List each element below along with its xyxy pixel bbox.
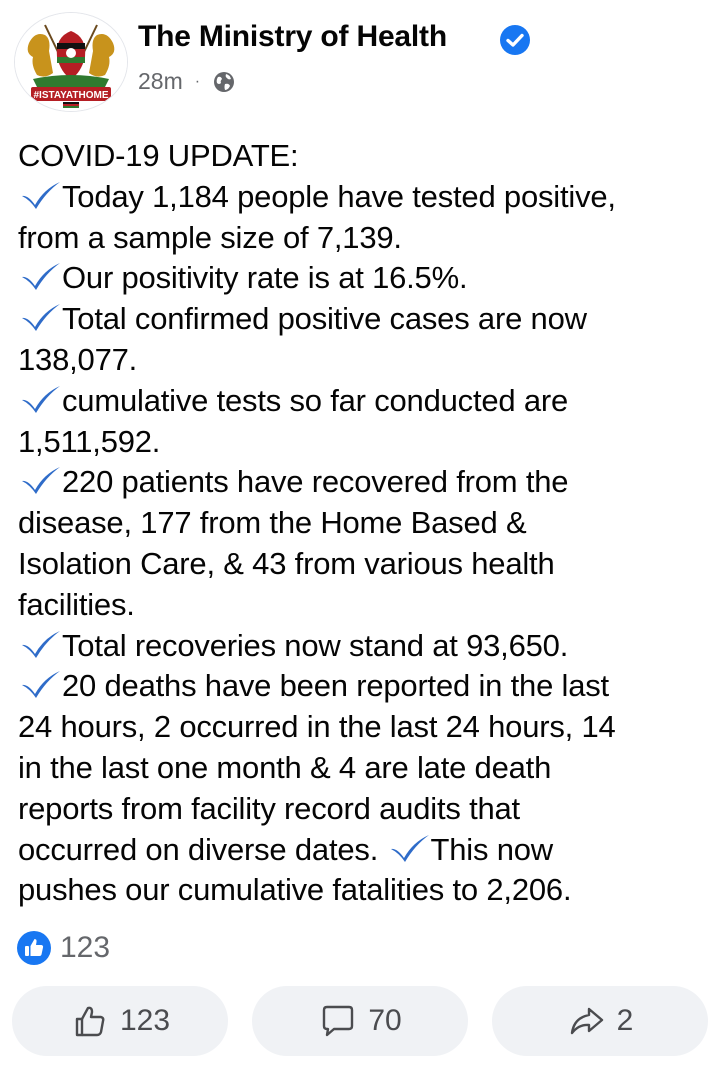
post-text-line [18, 789, 708, 830]
check-mark-icon [18, 465, 62, 495]
post-text-segment: 20 deaths have been reported in the last [62, 668, 609, 704]
page-avatar[interactable] [14, 12, 128, 112]
reaction-count: 123 [60, 931, 111, 964]
post-text-line [18, 707, 708, 748]
share-arrow-icon [567, 1001, 607, 1041]
post-text-line [18, 544, 708, 585]
post-text-segment: Total confirmed positive cases are now [62, 301, 587, 337]
post-text-line [18, 585, 708, 626]
post-text-segment: in the last one month & 4 are late death [18, 749, 552, 785]
comment-bubble-icon [318, 1001, 358, 1041]
post-text-segment: COVID-19 UPDATE: [18, 138, 299, 173]
post-text-segment: cumulative tests so far conducted are [62, 382, 569, 418]
share-count: 2 [616, 1004, 634, 1037]
post-text-line [18, 830, 708, 871]
post-text [18, 136, 708, 911]
post-text-segment: 220 patients have recovered from the [62, 464, 569, 500]
globe-icon [212, 70, 236, 94]
post-text-segment: disease, 177 from the Home Based & [18, 505, 527, 541]
share-button[interactable] [492, 986, 708, 1056]
post-text-segment: facilities. [18, 586, 135, 622]
post-text-line [18, 340, 708, 381]
check-mark-icon [18, 669, 62, 699]
post-text-line [18, 626, 708, 667]
post-text-segment: reports from facility record audits that [18, 790, 520, 826]
like-button[interactable] [12, 986, 228, 1056]
post-text-segment: Total recoveries now stand at 93,650. [62, 627, 569, 663]
post-text-segment: 1,511,592. [18, 423, 161, 459]
thumbs-up-icon [70, 1001, 110, 1041]
like-badge-icon [16, 930, 52, 966]
check-mark-icon [387, 833, 431, 863]
post-text-segment: 24 hours, 2 occurred in the last 24 hours, 14 [18, 709, 616, 745]
comment-button[interactable] [252, 986, 468, 1056]
post-text-segment: occurred on diverse dates. [18, 831, 387, 867]
post-text-line [18, 381, 708, 422]
post-text-line [18, 748, 708, 789]
post-time[interactable]: 28m [138, 68, 183, 94]
meta-separator: · [194, 72, 201, 90]
check-mark-icon [18, 261, 62, 291]
post-text-line [18, 462, 708, 503]
verified-badge-icon [499, 24, 531, 56]
post-header [14, 10, 714, 110]
post-text-line [18, 177, 708, 218]
post-text-line [18, 258, 708, 299]
post-text-segment: This now [430, 831, 553, 867]
reactions-summary[interactable] [16, 930, 110, 966]
avatar-banner-text: #ISTAYATHOME [33, 90, 109, 101]
check-mark-icon [18, 629, 62, 659]
post-text-segment: 138,077. [18, 341, 138, 377]
page-name[interactable]: The Ministry of Health [138, 20, 447, 53]
post-text-line [18, 136, 708, 177]
post-text-line [18, 218, 708, 259]
check-mark-icon [18, 384, 62, 414]
post-text-segment: Isolation Care, & 43 from various health [18, 545, 555, 581]
post-text-line [18, 503, 708, 544]
post-text-line [18, 870, 708, 911]
like-count: 123 [119, 1004, 171, 1037]
post-meta [138, 68, 236, 95]
comment-count: 70 [368, 1004, 402, 1037]
coat-of-arms-icon [15, 13, 127, 111]
post-text-segment: Today 1,184 people have tested positive, [62, 178, 616, 214]
post-text-segment: Our positivity rate is at 16.5%. [62, 260, 468, 296]
post-text-line [18, 422, 708, 463]
check-mark-icon [18, 302, 62, 332]
post-text-segment: from a sample size of 7,139. [18, 219, 402, 255]
post-text-line [18, 666, 708, 707]
post-text-segment: pushes our cumulative fatalities to 2,206. [18, 872, 572, 908]
post-text-line [18, 299, 708, 340]
check-mark-icon [18, 180, 62, 210]
